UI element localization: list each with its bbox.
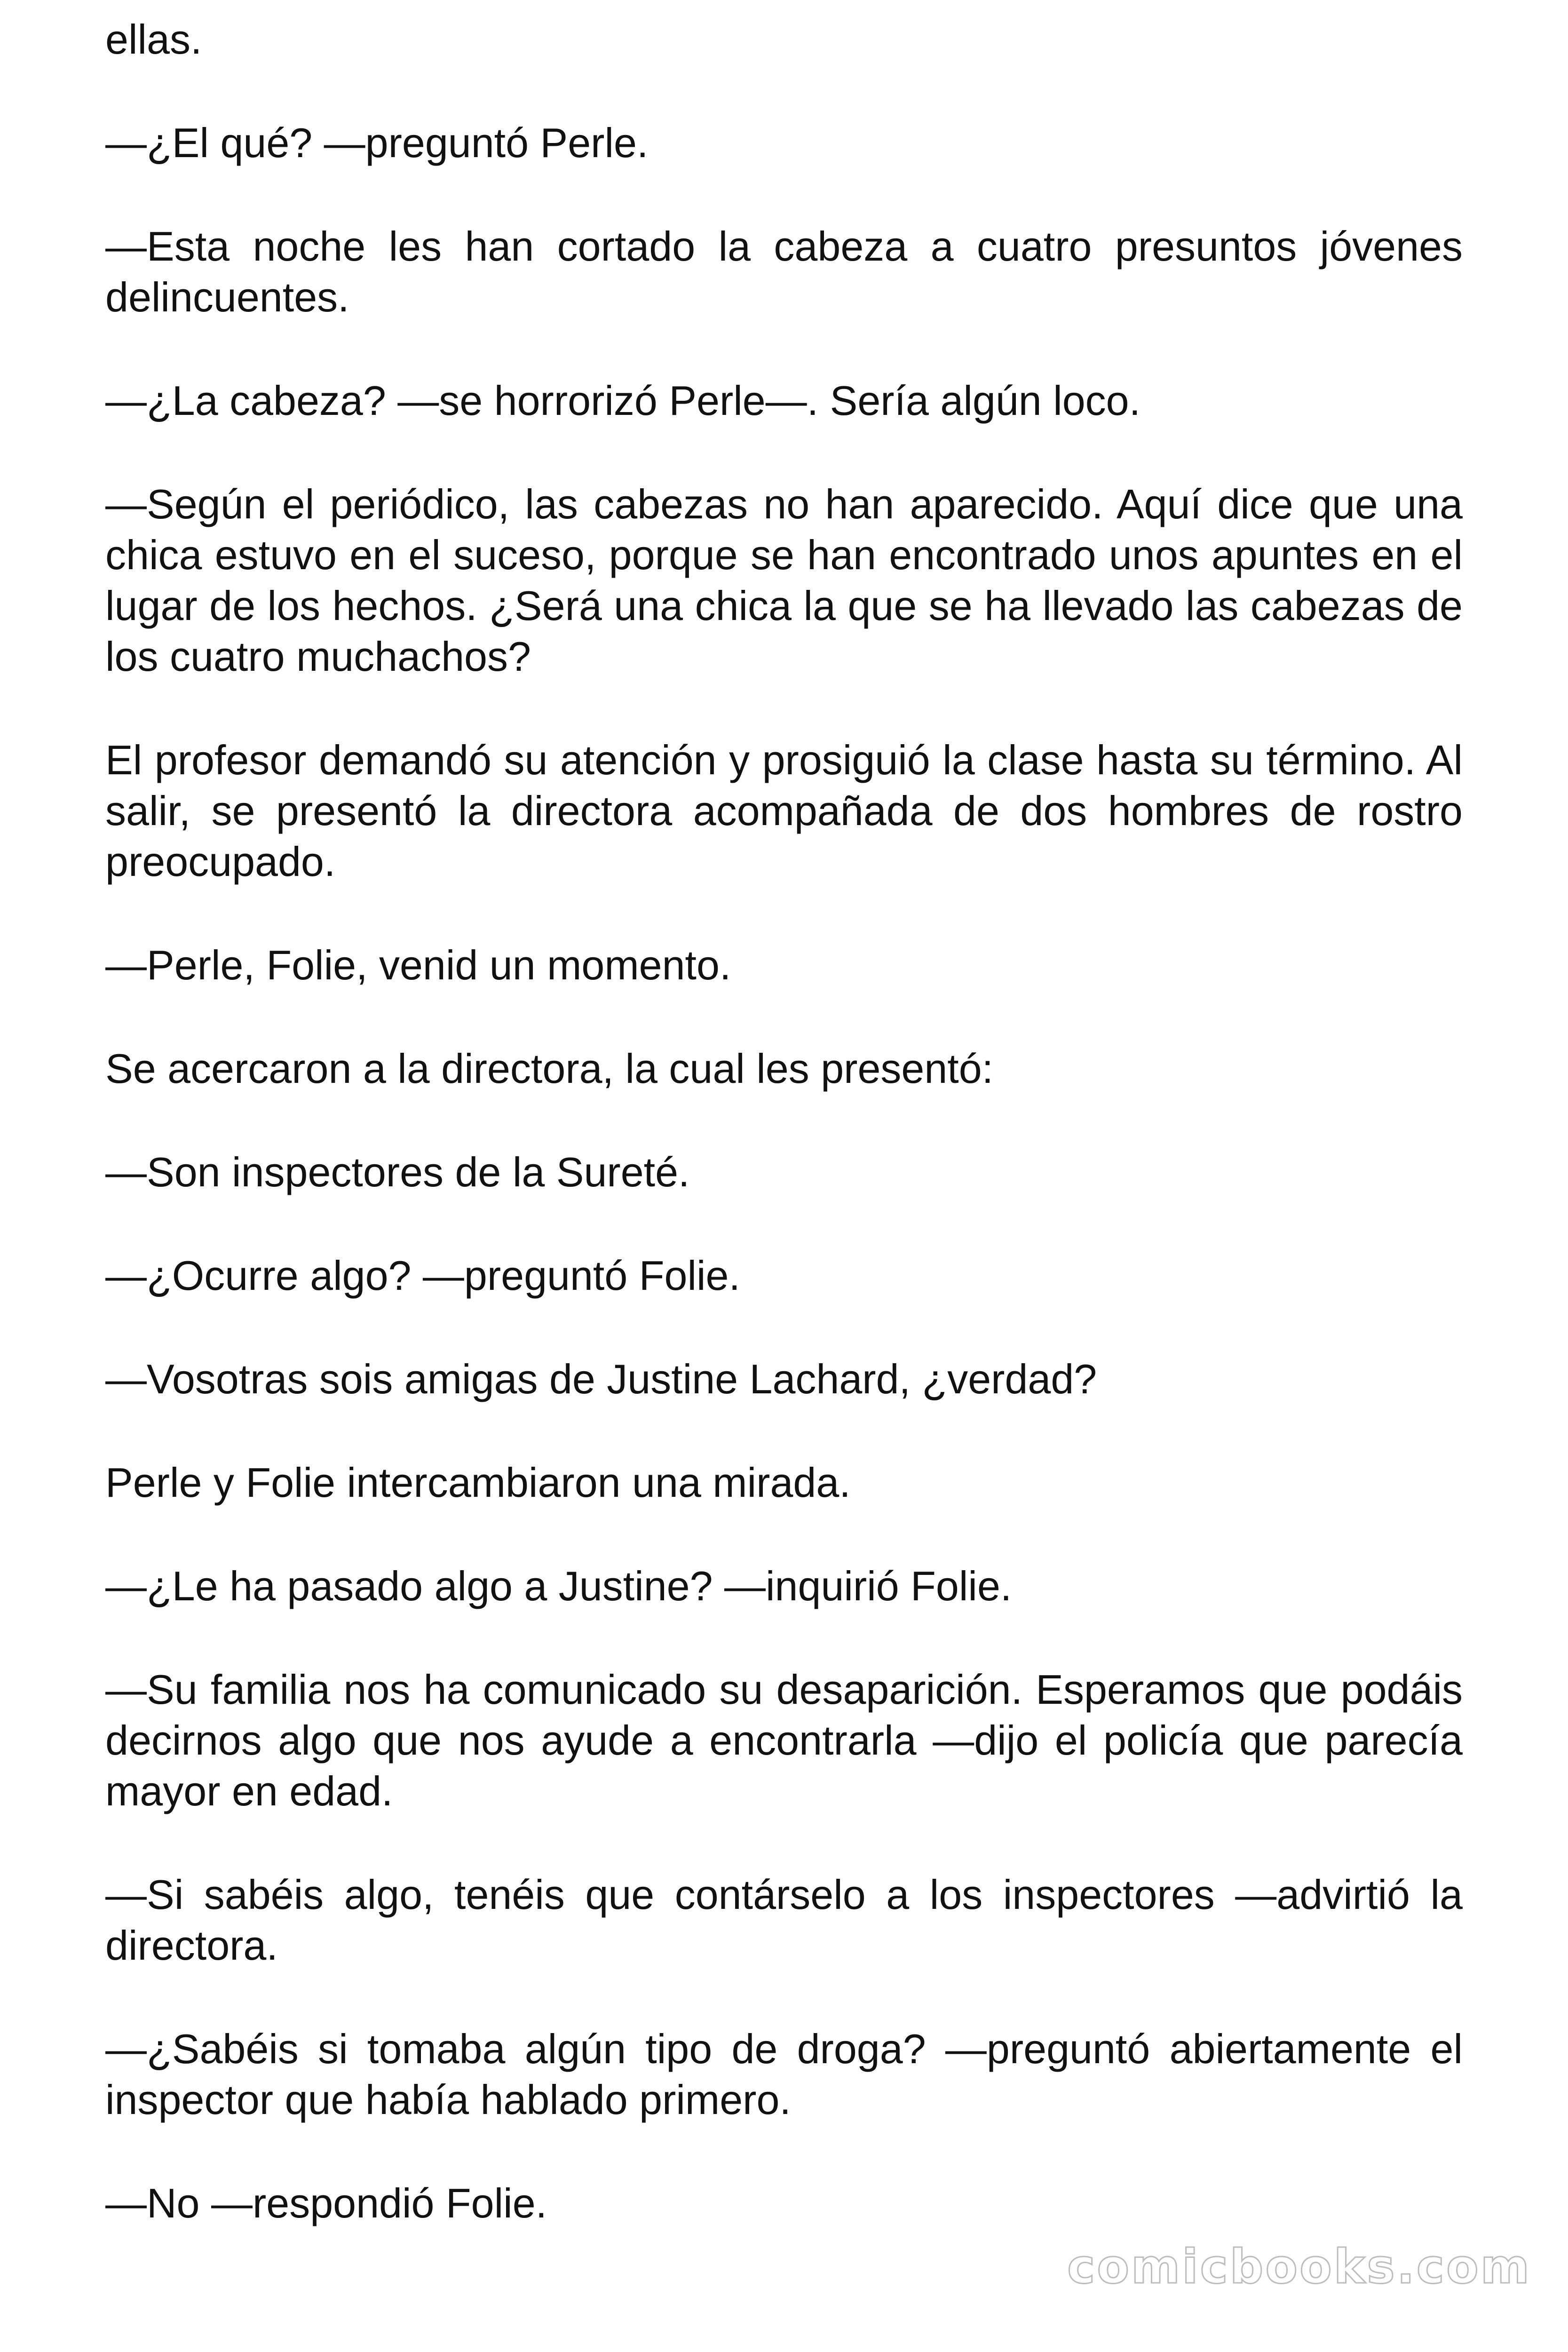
paragraph: —Si sabéis algo, tenéis que contárselo a los inspectores —advirtió la directora. — [105, 1871, 1463, 1969]
paragraph: —¿Ocurre algo? —preguntó Folie. — [105, 1252, 740, 1299]
paragraph: —¿La cabeza? —se horrorizó Perle—. Sería algún loco. — [105, 377, 1141, 424]
paragraph: —Esta noche les han cortado la cabeza a cuatro presuntos jóvenes delincuentes. — [105, 223, 1463, 320]
watermark: comicbooks.com — [1067, 2239, 1531, 2294]
paragraph: —¿Le ha pasado algo a Justine? —inquirió Folie. — [105, 1563, 1012, 1609]
paragraph: El profesor demandó su atención y prosiguió la clase hasta su término. Al salir, se presentó la directora acompañada de dos hombres de rostro preocupado. — [105, 737, 1463, 885]
paragraph: ellas. — [105, 16, 202, 63]
paragraph: Se acercaron a la directora, la cual les presentó: — [105, 1045, 994, 1092]
paragraph: —Su familia nos ha comunicado su desaparición. Esperamos que podáis decirnos algo que nos ayude a encontrarla —dijo el policía que parecía mayor en edad. — [105, 1666, 1463, 1814]
paragraph: —Perle, Folie, venid un momento. — [105, 942, 731, 988]
text-body — [105, 14, 1463, 2281]
paragraph: —¿Sabéis si tomaba algún tipo de droga? —preguntó abiertamente el inspector que había hablado primero. — [105, 2026, 1463, 2123]
paragraph: —Son inspectores de la Sureté. — [105, 1149, 690, 1195]
paragraph: —¿El qué? —preguntó Perle. — [105, 119, 649, 166]
paragraph: —No —respondió Folie. — [105, 2180, 547, 2226]
paragraph: —Vosotras sois amigas de Justine Lachard, ¿verdad? — [105, 1356, 1097, 1402]
paragraph: Perle y Folie intercambiaron una mirada. — [105, 1459, 851, 1506]
paragraph: —Según el periódico, las cabezas no han aparecido. Aquí dice que una chica estuvo en el suceso, porque se han encontrado unos apuntes en el lugar de los hechos. ¿Será una chica la que se ha llevado las cabezas de los cuatro muchachos? — [105, 481, 1463, 680]
